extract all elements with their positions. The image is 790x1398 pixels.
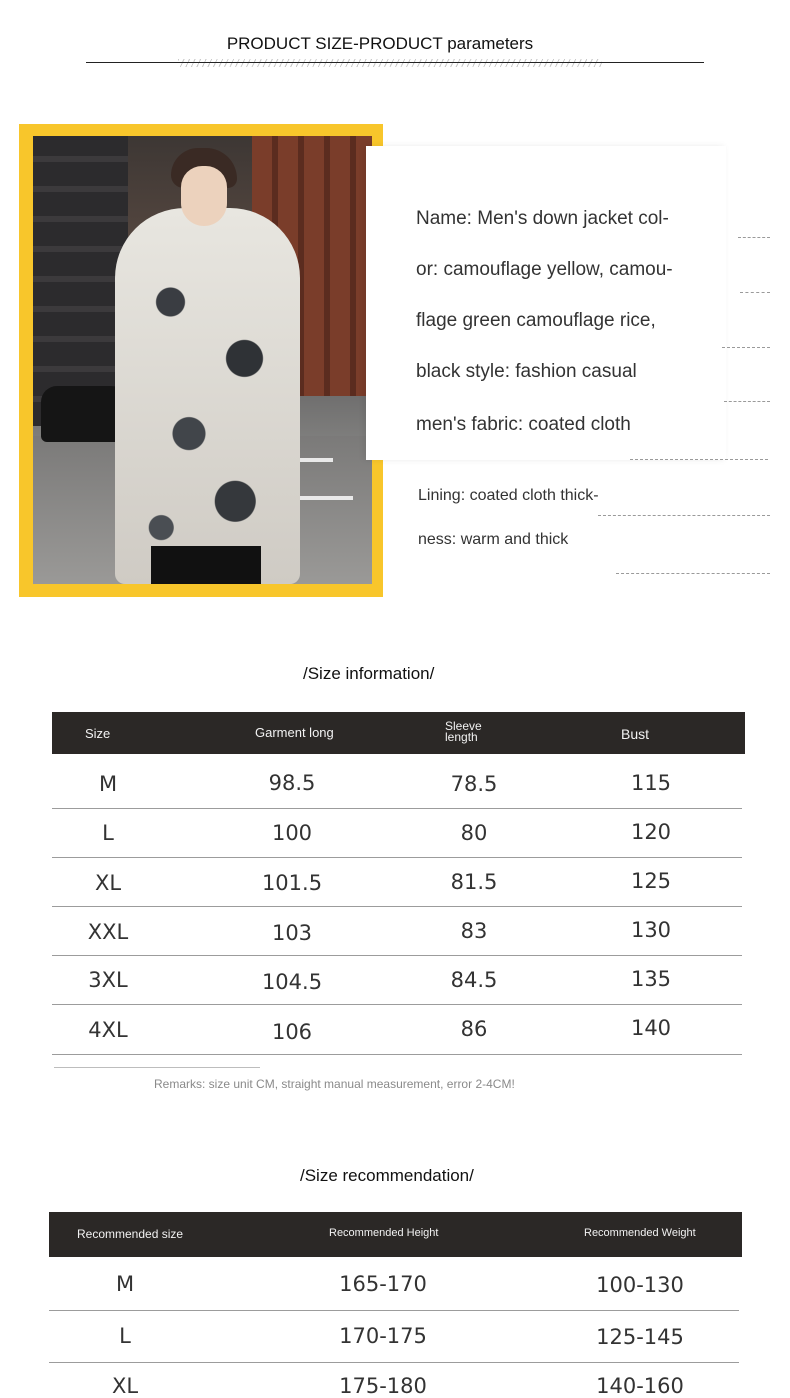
- cell-weight: 100-130: [596, 1273, 684, 1297]
- dashed-connector: [630, 459, 768, 460]
- remarks-text: Remarks: size unit CM, straight manual measurement, error 2-4CM!: [154, 1077, 515, 1091]
- remarks-divider: [54, 1067, 260, 1068]
- cell-bust: 140: [630, 1016, 672, 1040]
- description-line: Name: Men's down jacket col-: [416, 208, 669, 229]
- header-size: Size: [85, 726, 111, 741]
- cell-bust: 115: [630, 771, 672, 795]
- page-title: PRODUCT SIZE-PRODUCT parameters: [226, 34, 534, 53]
- cell-weight: 140-160: [596, 1374, 684, 1398]
- photo-building-left: [33, 136, 128, 426]
- row-divider: [49, 1310, 739, 1311]
- header-bust: Bust: [621, 726, 650, 742]
- cell-bust: 120: [630, 820, 672, 844]
- cell-weight: 125-145: [596, 1325, 684, 1349]
- description-line: or: camouflage yellow, camou-: [416, 259, 673, 280]
- size-table-header: [52, 712, 745, 754]
- cell-size: M: [98, 772, 118, 796]
- cell-size: 3XL: [88, 968, 128, 992]
- description-line: black style: fashion casual: [416, 361, 637, 382]
- row-divider: [52, 1054, 742, 1055]
- cell-size: L: [102, 821, 114, 845]
- cell-sleeve: 83: [460, 919, 488, 943]
- cell-sleeve: 84.5: [450, 968, 498, 992]
- cell-garment-long: 106: [271, 1020, 313, 1044]
- cell-sleeve: 81.5: [450, 870, 498, 894]
- photo-road-stripe: [293, 496, 353, 500]
- header-sleeve-line1: Sleeve: [445, 719, 482, 733]
- size-info-title: /Size information/: [303, 664, 435, 683]
- cell-garment-long: 103: [271, 921, 313, 945]
- cell-height: 170-175: [339, 1324, 427, 1348]
- cell-sleeve: 78.5: [450, 772, 498, 796]
- dashed-connector: [724, 401, 770, 402]
- cell-sleeve: 80: [460, 821, 488, 845]
- cell-height: 165-170: [339, 1272, 427, 1296]
- cell-size: XL: [94, 871, 122, 895]
- row-divider: [52, 955, 742, 956]
- cell-garment-long: 104.5: [261, 970, 323, 994]
- cell-size: 4XL: [88, 1018, 128, 1042]
- row-divider: [52, 857, 742, 858]
- header-sleeve-length: [445, 721, 482, 743]
- header-recommended-height: Recommended Height: [329, 1227, 439, 1239]
- product-photo: [33, 136, 372, 584]
- cell-size: XL: [111, 1374, 139, 1398]
- row-divider: [52, 1004, 742, 1005]
- description-line: flage green camouflage rice,: [416, 310, 656, 331]
- photo-face: [181, 166, 227, 226]
- header-garment-long: Garment long: [255, 725, 334, 740]
- photo-legs: [151, 546, 261, 584]
- header-recommended-size: Recommended size: [77, 1227, 184, 1241]
- title-underline: [86, 62, 704, 63]
- cell-bust: 135: [630, 967, 672, 991]
- cell-sleeve: 86: [460, 1017, 488, 1041]
- dashed-connector: [616, 573, 770, 574]
- description-small-line: ness: warm and thick: [418, 531, 569, 548]
- description-small-line: Lining: coated cloth thick-: [418, 487, 599, 504]
- cell-garment-long: 98.5: [268, 771, 316, 795]
- cell-bust: 130: [630, 918, 672, 942]
- header-recommended-weight: Recommended Weight: [584, 1227, 696, 1239]
- dashed-connector: [738, 237, 770, 238]
- row-divider: [52, 808, 742, 809]
- row-divider: [52, 906, 742, 907]
- dashed-connector: [598, 515, 770, 516]
- dashed-connector: [740, 292, 770, 293]
- cell-garment-long: 101.5: [261, 871, 323, 895]
- header-sleeve-line2: length: [445, 730, 478, 744]
- row-divider: [49, 1362, 739, 1363]
- cell-size: M: [115, 1272, 135, 1296]
- cell-height: 175-180: [339, 1374, 427, 1398]
- cell-size: L: [119, 1324, 131, 1348]
- title-hatch-decoration: [178, 59, 602, 67]
- description-panel: [366, 146, 726, 460]
- size-recommendation-title: /Size recommendation/: [300, 1166, 474, 1185]
- cell-garment-long: 100: [271, 821, 313, 845]
- recommend-table-header: [49, 1212, 742, 1257]
- description-line: men's fabric: coated cloth: [416, 414, 631, 435]
- dashed-connector: [722, 347, 770, 348]
- cell-size: XXL: [87, 920, 129, 944]
- photo-jacket: [115, 208, 300, 584]
- cell-bust: 125: [630, 869, 672, 893]
